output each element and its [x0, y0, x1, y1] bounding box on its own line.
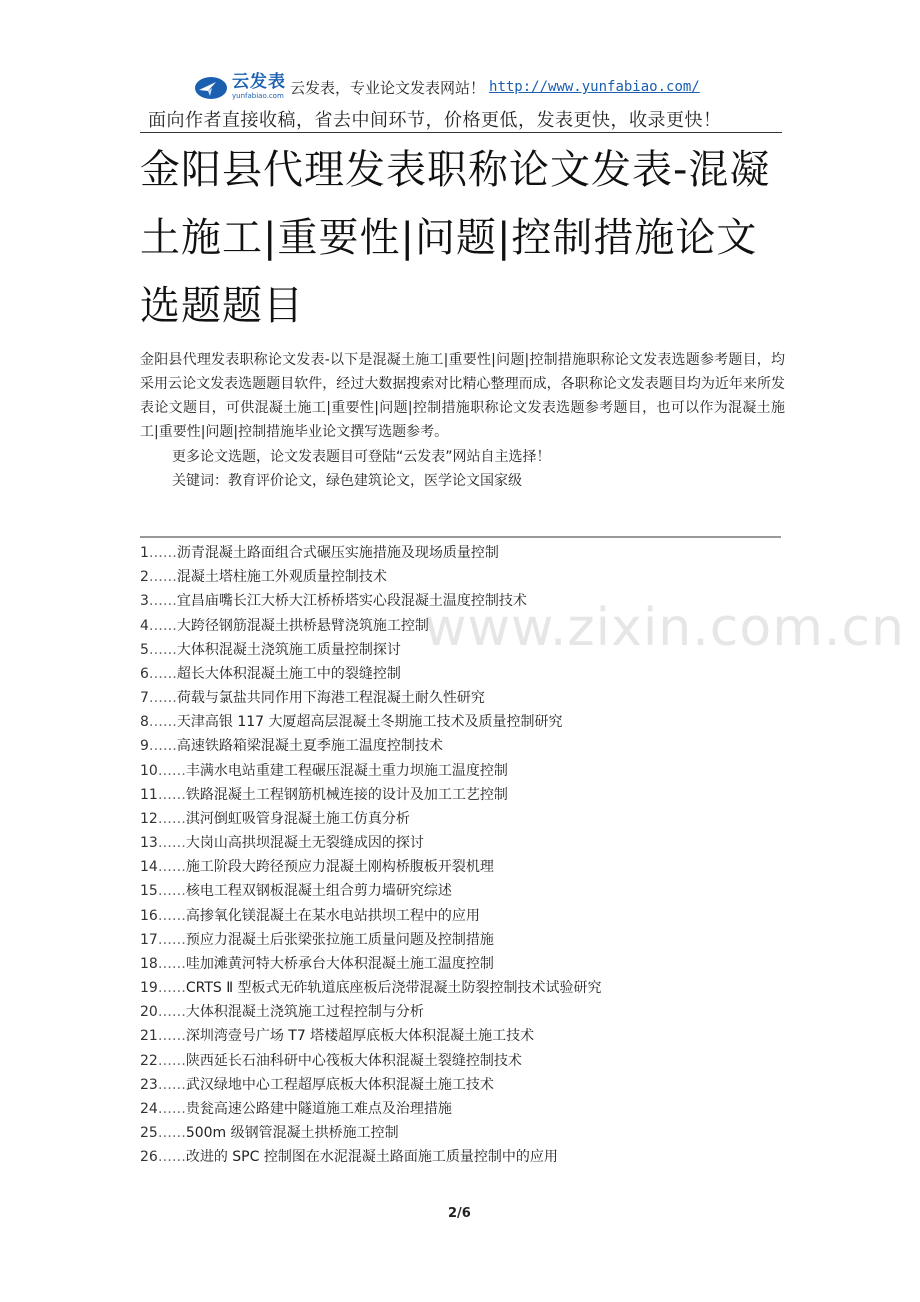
- item-leader-dots: ……: [157, 1076, 186, 1093]
- item-number: 13: [140, 835, 158, 852]
- item-number: 2: [140, 569, 149, 586]
- list-item: [140, 710, 602, 734]
- item-leader-dots: ……: [157, 762, 186, 779]
- item-number: 10: [140, 762, 158, 779]
- list-item: [140, 662, 602, 686]
- page-title: 金阳县代理发表职称论文发表-混凝土施工|重要性|问题|控制措施论文选题题目: [140, 147, 771, 329]
- list-divider: [140, 536, 781, 538]
- header-top: [194, 70, 700, 104]
- list-item: [140, 1024, 602, 1048]
- item-number: 20: [140, 1004, 158, 1021]
- list-item: [140, 1049, 602, 1073]
- list-item: [140, 1121, 602, 1145]
- header-divider: [140, 132, 782, 133]
- item-number: 6: [140, 665, 149, 682]
- item-title: 天津高银 117 大厦超高层混凝土冬期施工技术及质量控制研究: [176, 714, 563, 731]
- item-leader-dots: ……: [157, 980, 186, 997]
- list-item: [140, 589, 602, 613]
- item-title: 预应力混凝土后张梁张拉施工质量问题及控制措施: [185, 931, 494, 948]
- item-leader-dots: ……: [148, 593, 177, 610]
- item-leader-dots: ……: [148, 690, 177, 707]
- item-leader-dots: ……: [148, 738, 177, 755]
- item-number: 4: [140, 617, 149, 634]
- item-title: 丰满水电站重建工程碾压混凝土重力坝施工温度控制: [185, 762, 508, 779]
- item-leader-dots: ……: [157, 1125, 186, 1142]
- item-title: 铁路混凝土工程钢筋机械连接的设计及加工工艺控制: [185, 786, 508, 803]
- logo-name: 云发表: [232, 72, 286, 92]
- item-leader-dots: ……: [157, 1028, 186, 1045]
- item-number: 25: [140, 1125, 158, 1142]
- list-item: [140, 879, 602, 903]
- item-leader-dots: ……: [157, 835, 186, 852]
- list-item: [140, 855, 602, 879]
- site-url-link[interactable]: http://www.yunfabiao.com/: [489, 79, 700, 95]
- item-leader-dots: ……: [157, 883, 186, 900]
- item-title: CRTS Ⅱ 型板式无砟轨道底座板后浇带混凝土防裂控制技术试验研究: [185, 980, 602, 997]
- more-topics-note: 更多论文选题，论文发表题目可登陆“云发表”网站自主选择！: [172, 449, 551, 465]
- item-title: 核电工程双钢板混凝土组合剪力墙研究综述: [185, 883, 452, 900]
- item-number: 23: [140, 1076, 158, 1093]
- item-leader-dots: ……: [157, 931, 186, 948]
- item-leader-dots: ……: [148, 714, 177, 731]
- item-title: 改进的 SPC 控制图在水泥混凝土路面施工质量控制中的应用: [185, 1149, 558, 1166]
- item-number: 22: [140, 1052, 158, 1069]
- item-leader-dots: ……: [157, 907, 186, 924]
- list-item: [140, 686, 602, 710]
- list-item: [140, 565, 602, 589]
- list-item: [140, 759, 602, 783]
- item-number: 17: [140, 931, 158, 948]
- item-leader-dots: ……: [157, 1004, 186, 1021]
- item-title: 大体积混凝土浇筑施工质量控制探讨: [176, 641, 401, 658]
- item-leader-dots: ……: [157, 1100, 186, 1117]
- item-number: 19: [140, 980, 158, 997]
- list-item: [140, 831, 602, 855]
- item-number: 9: [140, 738, 149, 755]
- list-item: [140, 928, 602, 952]
- cloud-logo-icon: [194, 73, 228, 101]
- list-item: [140, 541, 602, 565]
- keywords-line: 关键词：教育评价论文，绿色建筑论文，医学论文国家级: [172, 473, 522, 489]
- site-slogan: 云发表，专业论文发表网站！: [290, 78, 486, 97]
- item-title: 宜昌庙嘴长江大桥大江桥桥塔实心段混凝土温度控制技术: [176, 593, 527, 610]
- site-tagline: 面向作者直接收稿，省去中间环节，价格更低，发表更快，收录更快！: [148, 110, 722, 131]
- item-title: 陕西延长石油科研中心筏板大体积混凝土裂缝控制技术: [185, 1052, 522, 1069]
- list-item: [140, 952, 602, 976]
- list-item: [140, 807, 602, 831]
- item-number: 11: [140, 786, 158, 803]
- item-title: 淇河倒虹吸管身混凝土施工仿真分析: [185, 810, 410, 827]
- item-number: 16: [140, 907, 158, 924]
- list-item: [140, 638, 602, 662]
- item-leader-dots: ……: [157, 859, 186, 876]
- item-leader-dots: ……: [157, 786, 186, 803]
- list-item: [140, 976, 602, 1000]
- item-title: 大岗山高拱坝混凝土无裂缝成因的探讨: [185, 835, 424, 852]
- item-title: 大跨径钢筋混凝土拱桥悬臂浇筑施工控制: [176, 617, 429, 634]
- item-title: 混凝土塔柱施工外观质量控制技术: [176, 569, 387, 586]
- item-leader-dots: ……: [157, 955, 186, 972]
- item-leader-dots: ……: [157, 810, 186, 827]
- item-number: 8: [140, 714, 149, 731]
- item-leader-dots: ……: [157, 1052, 186, 1069]
- item-number: 18: [140, 955, 158, 972]
- item-title: 施工阶段大跨径预应力混凝土刚构桥腹板开裂机理: [185, 859, 494, 876]
- item-number: 21: [140, 1028, 158, 1045]
- item-leader-dots: ……: [157, 1149, 186, 1166]
- page-number: 2/6: [448, 1206, 471, 1221]
- item-number: 7: [140, 690, 149, 707]
- watermark: www.zixin.com.cn: [424, 598, 905, 658]
- list-item: [140, 1145, 602, 1169]
- item-number: 24: [140, 1100, 158, 1117]
- item-title: 武汉绿地中心工程超厚底板大体积混凝土施工技术: [185, 1076, 494, 1093]
- item-title: 大体积混凝土浇筑施工过程控制与分析: [185, 1004, 424, 1021]
- item-leader-dots: ……: [148, 617, 177, 634]
- list-item: [140, 1073, 602, 1097]
- list-item: [140, 1097, 602, 1121]
- item-number: 15: [140, 883, 158, 900]
- item-title: 哇加滩黄河特大桥承台大体积混凝土施工温度控制: [185, 955, 494, 972]
- item-number: 12: [140, 810, 158, 827]
- logo[interactable]: [194, 73, 286, 101]
- list-item: [140, 1000, 602, 1024]
- item-title: 贵瓮高速公路建中隧道施工难点及治理措施: [185, 1100, 452, 1117]
- item-number: 3: [140, 593, 149, 610]
- item-title: 深圳湾壹号广场 T7 塔楼超厚底板大体积混凝土施工技术: [185, 1028, 535, 1045]
- item-leader-dots: ……: [148, 569, 177, 586]
- item-title: 高速铁路箱梁混凝土夏季施工温度控制技术: [176, 738, 443, 755]
- item-number: 5: [140, 641, 149, 658]
- list-item: [140, 783, 602, 807]
- item-number: 1: [140, 545, 149, 561]
- item-title: 高掺氧化镁混凝土在某水电站拱坝工程中的应用: [185, 907, 480, 924]
- item-title: 500m 级钢管混凝土拱桥施工控制: [185, 1125, 399, 1142]
- logo-domain: yunfabiao.com: [232, 92, 284, 100]
- item-leader-dots: ……: [148, 665, 177, 682]
- item-number: 14: [140, 859, 158, 876]
- item-title: 荷载与氯盐共同作用下海港工程混凝土耐久性研究: [176, 690, 485, 707]
- list-item: [140, 734, 602, 758]
- item-number: 26: [140, 1149, 158, 1166]
- list-item: [140, 904, 602, 928]
- item-leader-dots: ……: [148, 641, 177, 658]
- intro-paragraph: 金阳县代理发表职称论文发表-以下是混凝土施工|重要性|问题|控制措施职称论文发表选题参考题目，均采用云论文发表选题题目软件，经过大数据搜索对比精心整理而成，各职称论文发表题目均为近年来所发表论文题目，可供混凝土施工|重要性|问题|控制措施职称论文发表选题参考题目，也可以作为混凝土施工|重要性|问题|控制措施毕业论文撰写选题参考。: [140, 352, 785, 440]
- item-leader-dots: ……: [148, 545, 177, 561]
- item-title: 超长大体积混凝土施工中的裂缝控制: [176, 665, 401, 682]
- list-item: [140, 614, 602, 638]
- item-title: 沥青混凝土路面组合式碾压实施措施及现场质量控制: [176, 545, 499, 561]
- topic-list: [140, 541, 602, 1169]
